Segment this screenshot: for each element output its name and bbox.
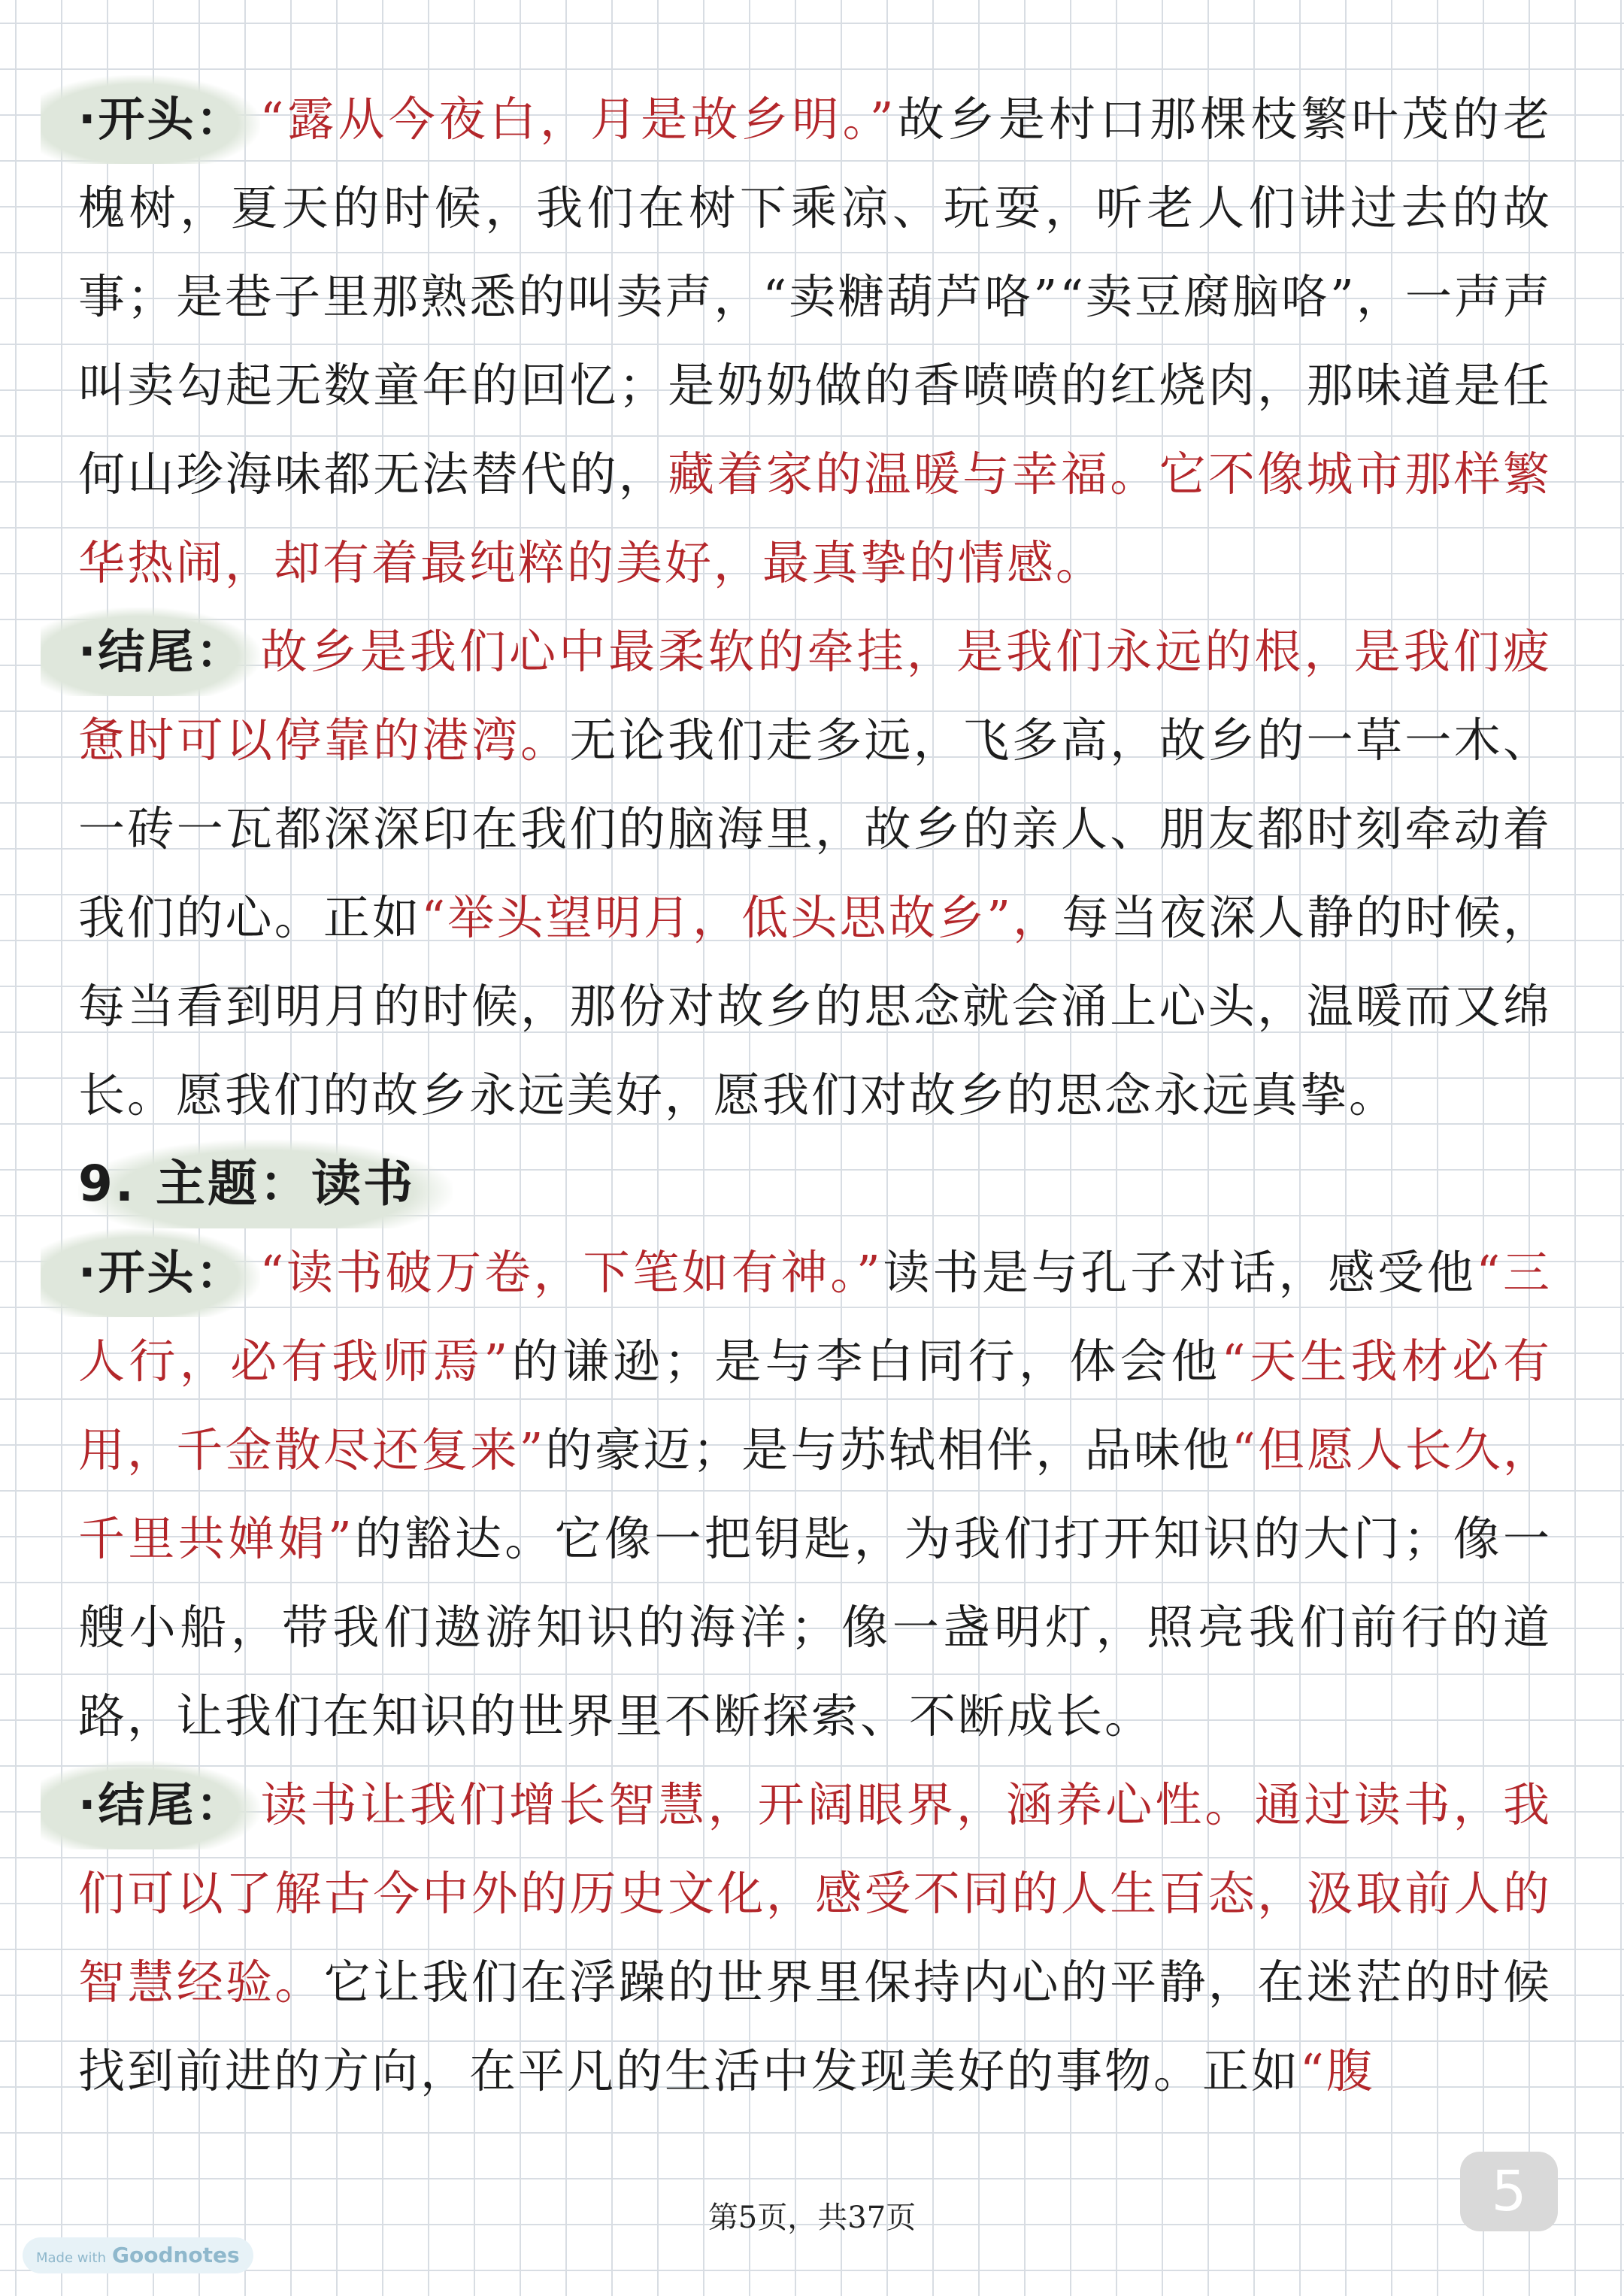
ending-body-1: 它让我们在浮躁的世界里保持内心的平静，在迷茫的时候找到前进的方向，在平凡的生活中发现美好的事物。正如 (78, 1955, 1552, 2098)
ending-poem-quote: “举头望明月，低头思故乡”， (421, 890, 1062, 945)
goodnotes-watermark (23, 2237, 253, 2273)
reading-ending-paragraph (78, 1761, 1552, 2116)
opening-body: 故乡是村口那棵枝繁叶茂的老槐树，夏天的时候，我们在树下乘凉、玩耍，听老人们讲过去的故事；是巷子里那熟悉的叫卖声，“卖糖葫芦咯”“卖豆腐脑咯”，一声声叫卖勾起无数童年的回忆；是奶奶做的香喷喷的红烧肉，那味道是任何山珍海味都无法替代的， (78, 92, 1552, 501)
ending-red-text: 读书让我们增长智慧，开阔眼界，涵养心性。通过读书，我们可以了解古今中外的历史文化，感受不同的人生百态，汲取前人的智慧经验。 (78, 1777, 1552, 2010)
opening-red-end: 藏着家的温暖与幸福。它不像城市那样繁华热闹，却有着最纯粹的美好，最真挚的情感。 (78, 447, 1552, 590)
ending-quote-start: “腹 (1300, 2043, 1375, 2098)
libai-quote: “天生我材必有用，千金散尽还复来” (78, 1334, 1552, 1477)
section-heading-text: 9. 主题：读书 (78, 1140, 453, 1228)
goodnotes-brand: Goodnotes (111, 2243, 240, 2267)
opening-body-1: 读书是与孔子对话，感受他 (882, 1245, 1477, 1300)
ending-body-1: 无论我们走多远，飞多高，故乡的一草一木、一砖一瓦都深深印在我们的脑海里，故乡的亲人、朋友都时刻牵动着我们的心。正如 (78, 713, 1552, 945)
ending-label: ·结尾： (41, 1761, 260, 1849)
essay-content (78, 75, 1552, 2116)
page-number-badge: 5 (1460, 2152, 1558, 2231)
reading-opening-paragraph (78, 1228, 1552, 1761)
ending-body-2: 每当夜深人静的时候，每当看到明月的时候，那份对故乡的思念就会涌上心头，温暖而又绵长。愿我们的故乡永远美好，愿我们对故乡的思念永远真挚。 (78, 890, 1552, 1122)
ending-label: ·结尾： (41, 607, 260, 696)
made-with-label: Made with (36, 2250, 106, 2266)
opening-label: ·开头： (41, 1228, 260, 1317)
confucius-quote: “三人行，必有我师焉” (78, 1245, 1552, 1389)
section-heading-reading (78, 1140, 1552, 1228)
sushi-quote: “但愿人长久，千里共婵娟” (78, 1422, 1552, 1566)
hometown-opening-paragraph (78, 75, 1552, 607)
opening-body-4: 的豁达。它像一把钥匙，为我们打开知识的大门；像一艘小船，带我们遨游知识的海洋；像一盏明灯，照亮我们前行的道路，让我们在知识的世界里不断探索、不断成长。 (78, 1511, 1552, 1743)
opening-body-2: 的谦逊；是与李白同行，体会他 (510, 1334, 1222, 1389)
ending-red-text: 故乡是我们心中最柔软的牵挂，是我们永远的根，是我们疲惫时可以停靠的港湾。 (78, 624, 1552, 768)
opening-body-3: 的豪迈；是与苏轼相伴，品味他 (545, 1422, 1232, 1477)
hometown-ending-paragraph (78, 607, 1552, 1140)
opening-quote: “读书破万卷，下笔如有神。” (259, 1245, 883, 1300)
opening-quote: “露从今夜白，月是故乡明。” (259, 92, 896, 147)
page-number-text: 第5页，共37页 (707, 2201, 917, 2235)
opening-label: ·开头： (41, 75, 260, 164)
